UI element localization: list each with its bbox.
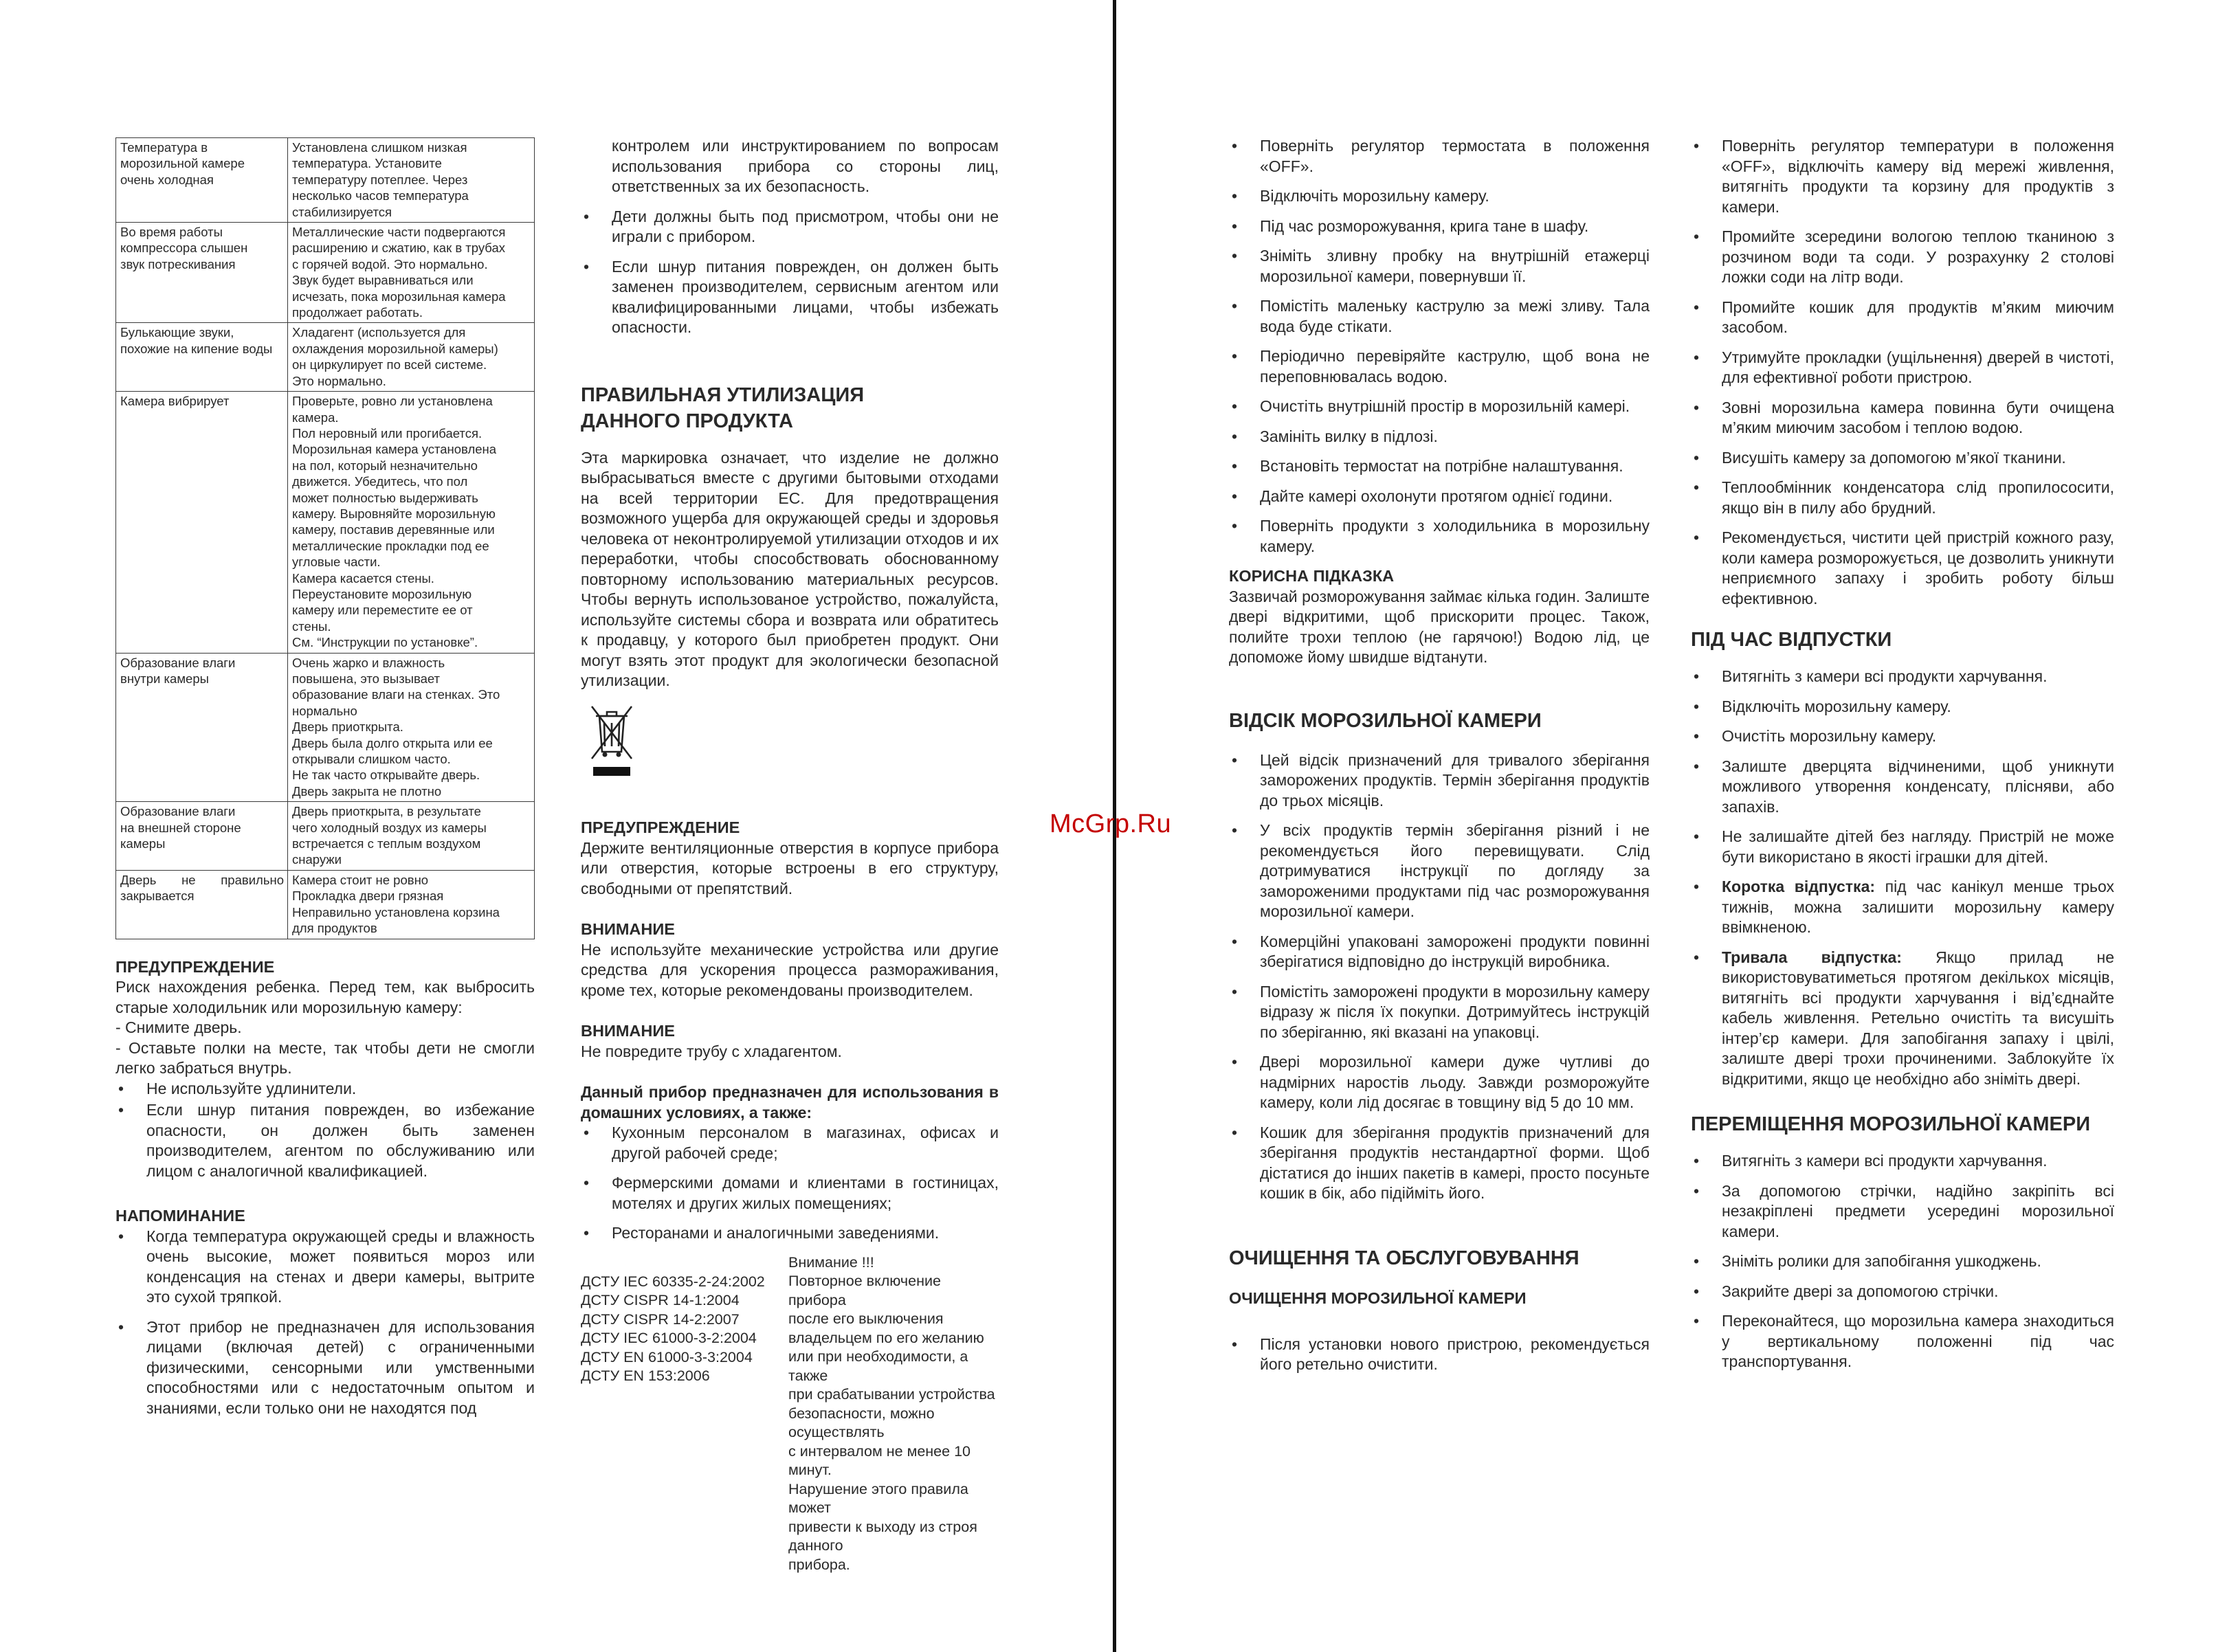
list-item: • Помістіть заморожені продукти в морозильну камеру відразу ж після їх покупки. Дотримуйтесь інструкцій по зберіганню, які вказані на упаковці. bbox=[1229, 982, 1650, 1043]
cleaning-list bbox=[1229, 1335, 1650, 1375]
defrost-list bbox=[1229, 136, 1650, 557]
column-3 bbox=[1229, 136, 1650, 1385]
warning-list bbox=[115, 1079, 535, 1182]
problem-cell: Дверь не правильно закрывается bbox=[116, 870, 288, 939]
list-item: • Комерційні упаковані заморожені продукти повинні зберігатися відповідно до інструкцій виробника. bbox=[1229, 932, 1650, 972]
list-item: • Цей відсік призначений для тривалого зберігання заморожених продуктів. Термін зберігання продуктів до трьох місяців. bbox=[1229, 750, 1650, 812]
table-row bbox=[116, 802, 535, 871]
list-item: • Зовні морозильна камера повинна бути очищена м’яким миючим засобом і теплою водою. bbox=[1691, 398, 2114, 438]
list-item: • Поверніть регулятор термостата в положення «OFF». bbox=[1229, 136, 1650, 177]
list-item: • Поверніть регулятор температури в положення «OFF», відключіть камеру від мережі живлення, витягніть продукти та корзину для продуктів з камери. bbox=[1691, 136, 2114, 217]
solution-cell: Установлена слишком низкая температура. Установите температуру потеплее. Через несколько часов температура стабилизируется bbox=[288, 138, 535, 223]
table-row bbox=[116, 223, 535, 323]
freezer-list bbox=[1229, 750, 1650, 1204]
moving-heading: ПЕРЕМІЩЕННЯ МОРОЗИЛЬНОЇ КАМЕРИ bbox=[1691, 1113, 2091, 1135]
list-item: • Если шнур питания поврежден, во избежание опасности, он должен быть заменен производителем, агентом по обслуживанию или лицом с аналогичной квалификацией. bbox=[115, 1100, 535, 1181]
list-item bbox=[1691, 877, 2114, 938]
table-row bbox=[116, 392, 535, 654]
column-4 bbox=[1691, 136, 2114, 1382]
solution-cell: Дверь приоткрыта, в результате чего холодный воздух из камеры встречается с теплым воздухом снаружи bbox=[288, 802, 535, 871]
list-item: • Зніміть зливну пробку на внутрішній етажерці морозильної камери, повернувши її. bbox=[1229, 246, 1650, 287]
problem-cell: Образование влаги внутри камеры bbox=[116, 653, 288, 802]
weee-bin-icon bbox=[588, 701, 636, 780]
moving-list bbox=[1691, 1151, 2114, 1372]
continued-text: контролем или инструктированием по вопросам использования прибора со стороны лиц, ответственных за их безопасность. bbox=[612, 137, 999, 195]
list-item: • Если шнур питания поврежден, он должен быть заменен производителем, сервисным агентом или квалифицированными лицами, чтобы избежать опасности. bbox=[581, 257, 999, 338]
list-item bbox=[1691, 948, 2114, 1090]
problem-cell: Булькающие звуки, похожие на кипение воды bbox=[116, 323, 288, 392]
list-item: • Дети должны быть под присмотром, чтобы они не играли с прибором. bbox=[581, 207, 999, 247]
disposal-text: Эта маркировка означает, что изделие не должно выбрасываться вместе с другими бытовыми отходами на всей территории ЕС. Для предотвращения возможного ущерба для окружающей среды и здоровья человека от неконтролируемой утилизации отходов и их переработки, чтобы способствовать обоснованному повторному использованию материальных ресурсов. Чтобы вернуть использованое устройство, пожалуйста, используйте системы сбора и возврата или обратитесь к продавцу, у которого был приобретен продукт. Они могут взять этот продукт для экологически безопасной утилизации. bbox=[581, 448, 999, 689]
vacation-heading: ПІД ЧАС ВІДПУСТКИ bbox=[1691, 629, 1892, 651]
solution-cell: Очень жарко и влажность повышена, это вызывает образование влаги на стенках. Это нормально Дверь приоткрыта. Дверь была долго открыта или ее открывали слишком часто. Не так часто открывайте дверь. Дверь закрыта не плотно bbox=[288, 653, 535, 802]
standards-list: ДСТУ IEC 60335-2-24:2002 ДСТУ CISPR 14-1:2004 ДСТУ CISPR 14-2:2007 ДСТУ IEC 61000-3-2:2004 ДСТУ EN 61000-3-3:2004 ДСТУ EN 153:2006 bbox=[581, 1273, 765, 1384]
list-item: • Після установки нового пристрою, рекомендується його ретельно очистити. bbox=[1229, 1335, 1650, 1375]
list-item: • За допомогою стрічки, надійно закріпіть всі незакріплені предмети усередині морозильної камери. bbox=[1691, 1181, 2114, 1242]
warning-line: - Снимите дверь. bbox=[115, 1018, 242, 1036]
vent-warning-text: Держите вентиляционные отверстия в корпусе прибора или отверстия, которые встроены в его структуру, свободными от препятствий. bbox=[581, 838, 999, 897]
list-item: • Дайте камері охолонути протягом однієї години. bbox=[1229, 487, 1650, 507]
attention-text: Не используйте механические устройства или другие средства для ускорения процесса размораживания, кроме тех, которые рекомендованы производителем. bbox=[581, 940, 999, 999]
vent-warning-heading: ПРЕДУПРЕЖДЕНИЕ bbox=[581, 818, 740, 836]
tip-text: Зазвичай розморожування займає кілька годин. Залиште двері відкритими, щоб прискорити процес. Також, полийте трохи теплою (не гарячою!) Водою лід, це допоможе йому швидше відтанути. bbox=[1229, 587, 1650, 666]
list-item: • Промийте зсередини вологою теплою тканиною з розчином води та соди. У розрахунку 2 столові ложки соди на літр води. bbox=[1691, 227, 2114, 288]
warning-text: Риск нахождения ребенка. Перед тем, как выбросить старые холодильник или морозильную камеру: bbox=[115, 978, 535, 1016]
problem-cell: Температура в морозильной камере очень холодная bbox=[116, 138, 288, 223]
list-item: • Витягніть з камери всі продукти харчування. bbox=[1691, 1151, 2114, 1172]
list-item: • Витягніть з камери всі продукти харчування. bbox=[1691, 667, 2114, 687]
cleaning-heading: ОЧИЩЕННЯ ТА ОБСЛУГОВУВАННЯ bbox=[1229, 1247, 1579, 1269]
list-item: • Очистіть внутрішній простір в морозильній камері. bbox=[1229, 397, 1650, 417]
list-item: • Закрийте двері за допомогою стрічки. bbox=[1691, 1282, 2114, 1302]
freezer-section-heading: ВІДСІК МОРОЗИЛЬНОЇ КАМЕРИ bbox=[1229, 709, 1542, 732]
cleaning-steps-list bbox=[1691, 136, 2114, 609]
column-2 bbox=[581, 136, 999, 1574]
list-item: • Помістіть маленьку каструлю за межі зливу. Тала вода буде стікати. bbox=[1229, 296, 1650, 337]
list-item: • Очистіть морозильну камеру. bbox=[1691, 726, 2114, 747]
problem-cell: Образование влаги на внешней стороне камеры bbox=[116, 802, 288, 871]
short-vacation-text: під час канікул менше трьох тижнів, можна залишити морозильну камеру ввімкненою. bbox=[1722, 878, 2115, 936]
standards-block bbox=[581, 1253, 999, 1575]
intended-use-text: Данный прибор предназначен для использования в домашних условиях, а также: bbox=[581, 1083, 999, 1121]
safety-list bbox=[581, 207, 999, 338]
table-row bbox=[116, 870, 535, 939]
solution-cell: Металлические части подвергаются расширению и сжатию, как в трубах с горячей водой. Это нормально. Звук будет выравниваться или исчезать, пока морозильная камера продолжает работать. bbox=[288, 223, 535, 323]
problem-cell: Во время работы компрессора слышен звук потрескивания bbox=[116, 223, 288, 323]
warning-line: - Оставьте полки на месте, так чтобы дети не смогли легко забраться внутрь. bbox=[115, 1038, 535, 1077]
table-row bbox=[116, 653, 535, 802]
solution-cell: Хладагент (используется для охлаждения морозильной камеры) он циркулирует по всей системе. Это нормально. bbox=[288, 323, 535, 392]
list-item: • Замініть вилку в підлозі. bbox=[1229, 427, 1650, 447]
list-item: • Рекомендується, чистити цей пристрій кожного разу, коли камера розморожується, це дозволить уникнути неприємного запаху і зробить роботу більш ефективною. bbox=[1691, 528, 2114, 609]
troubleshooting-table bbox=[115, 137, 535, 939]
list-item: • Висушіть камеру за допомогою м’якої тканини. bbox=[1691, 448, 2114, 469]
list-item: • Періодично перевіряйте каструлю, щоб вона не переповнювалась водою. bbox=[1229, 346, 1650, 387]
list-item: • У всіх продуктів термін зберігання різний і не рекомендується його перевищувати. Слід дотримуватися інструкції по догляду за замороженими продуктами під час розморожування морозильної камери. bbox=[1229, 821, 1650, 922]
warning-heading: ПРЕДУПРЕЖДЕНИЕ bbox=[115, 957, 275, 976]
intended-use-list bbox=[581, 1123, 999, 1244]
list-item: • Промийте кошик для продуктів м’яким миючим засобом. bbox=[1691, 298, 2114, 338]
list-item: • Відключіть морозильну камеру. bbox=[1691, 697, 2114, 717]
list-item: • Двері морозильної камери дуже чутливі до надмірних наростів льоду. Завжди розморожуйте камеру, коли лід досягає в товщину від 5 до 10 мм. bbox=[1229, 1052, 1650, 1113]
long-vacation-label: Тривала відпустка: bbox=[1722, 948, 1902, 966]
restart-notice: Внимание !!! Повторное включение прибора после его выключения владельцем по его желанию или при необходимости, а также при срабатывании устройства безопасности, можно осуществлять с интервалом не менее 10 минут. Нарушение этого правила может привести к выходу из строя данного прибора. bbox=[788, 1253, 995, 1573]
list-item: • Залиште дверцята відчиненими, щоб уникнути можливого утворення конденсату, плісняви, або запахів. bbox=[1691, 757, 2114, 818]
table-row bbox=[116, 323, 535, 392]
attention-heading-2: ВНИМАНИЕ bbox=[581, 1022, 675, 1040]
list-item: • Ресторанами и аналогичными заведениями. bbox=[581, 1223, 999, 1244]
list-item: • Відключіть морозильну камеру. bbox=[1229, 186, 1650, 207]
list-item: • Этот прибор не предназначен для использования лицами (включая детей) с ограниченными физическими, сенсорными или умственными способностями или с недостаточным опытом и знаниями, если только они не находятся под bbox=[115, 1317, 535, 1419]
reminder-list bbox=[115, 1227, 535, 1419]
list-item: • Когда температура окружающей среды и влажность очень высокие, может появиться мороз или конденсация на стенах и двери камеры, вытрите это сухой тряпкой. bbox=[115, 1227, 535, 1308]
vacation-list bbox=[1691, 667, 2114, 1089]
list-item: • Кошик для зберігання продуктів призначений для зберігання продуктів нестандартної форми. Щоб дістатися до інших пакетів в камері, просто посуньте кошик в бік, або підійміть його. bbox=[1229, 1123, 1650, 1204]
list-item: • Утримуйте прокладки (ущільнення) дверей в чистоті, для ефективної роботи пристрою. bbox=[1691, 348, 2114, 388]
list-item: • Фермерскими домами и клиентами в гостиницах, мотелях и других жилых помещениях; bbox=[581, 1173, 999, 1214]
attention-text-2: Не повредите трубу с хладагентом. bbox=[581, 1042, 842, 1060]
list-item: • Не используйте удлинители. bbox=[115, 1079, 535, 1100]
list-item: • Не залишайте дітей без нагляду. Пристрій не може бути використано в якості іграшки для дітей. bbox=[1691, 827, 2114, 867]
attention-heading: ВНИМАНИЕ bbox=[581, 920, 675, 938]
list-item: • Теплообмінник конденсатора слід пропилососити, якщо він в пилу або брудний. bbox=[1691, 478, 2114, 518]
column-1 bbox=[115, 137, 535, 1428]
table-row bbox=[116, 138, 535, 223]
cleaning-subheading: ОЧИЩЕННЯ МОРОЗИЛЬНОЇ КАМЕРИ bbox=[1229, 1288, 1527, 1307]
long-vacation-text: Якщо прилад не використовуватиметься протягом декількох місяців, витягніть всі продукти харчування і від’єднайте кабель живлення. Ретельно очистіть та висушіть інтер’єр камери. Для запобігання запаху і цвілі, залиште двері трохи прочиненими. Заблокуйте їх відкритими, якщо це необхідно або зніміть двері. bbox=[1722, 948, 2114, 1088]
solution-cell: Проверьте, ровно ли установлена камера. Пол неровный или прогибается. Морозильная камера установлена на пол, который незначительно движется. Убедитесь, что пол может полностью выдерживать камеру. Выровняйте морозильную камеру, поставив деревянные или металлические прокладки под ее угловые части. Камера касается стены. Переустановите морозильную камеру или переместите ее от стены. См. “Инструкции по установке”. bbox=[288, 392, 535, 654]
list-item: • Зніміть ролики для запобігання ушкоджень. bbox=[1691, 1251, 2114, 1272]
list-item: • Кухонным персоналом в магазинах, офисах и другой рабочей среде; bbox=[581, 1123, 999, 1163]
list-item: • Переконайтеся, що морозильна камера знаходиться у вертикальному положенні під час транспортування. bbox=[1691, 1311, 2114, 1372]
reminder-heading: НАПОМИНАНИЕ bbox=[115, 1207, 245, 1225]
list-item: • Встановіть термостат на потрібне налаштування. bbox=[1229, 456, 1650, 477]
tip-heading: КОРИСНА ПІДКАЗКА bbox=[1229, 567, 1395, 585]
disposal-heading: ПРАВИЛЬНАЯ УТИЛИЗАЦИЯ ДАННОГО ПРОДУКТА bbox=[581, 383, 865, 432]
solution-cell: Камера стоит не ровно Прокладка двери грязная Неправильно установлена корзина для продуктов bbox=[288, 870, 535, 939]
list-item: • Поверніть продукти з холодильника в морозильну камеру. bbox=[1229, 516, 1650, 557]
watermark: McGrp.Ru bbox=[1050, 810, 1172, 838]
short-vacation-label: Коротка відпустка: bbox=[1722, 878, 1876, 895]
list-item: • Під час розморожування, крига тане в шафу. bbox=[1229, 216, 1650, 237]
problem-cell: Камера вибрирует bbox=[116, 392, 288, 654]
